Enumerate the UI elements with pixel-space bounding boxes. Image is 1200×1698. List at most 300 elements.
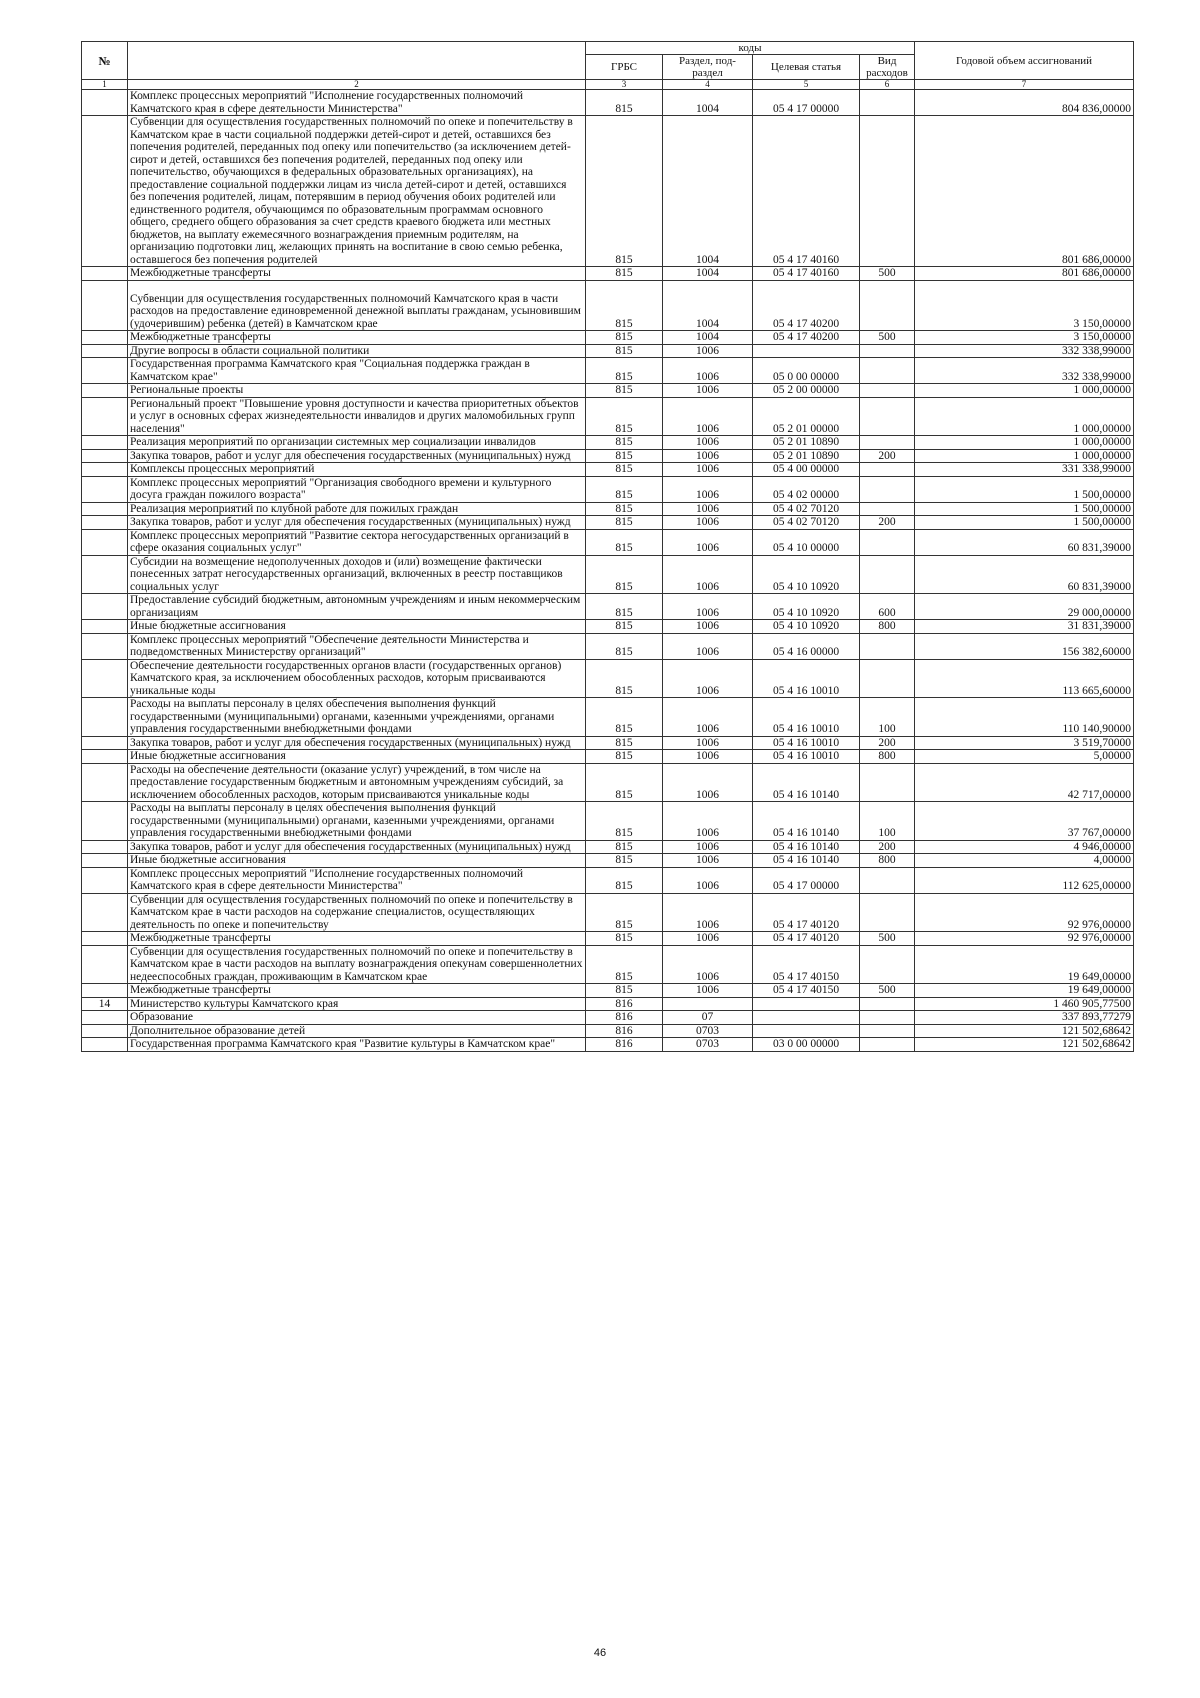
row-number xyxy=(82,594,128,620)
table-row xyxy=(82,750,1134,764)
row-amount: 801 686,00000 xyxy=(915,267,1134,281)
table-row xyxy=(82,736,1134,750)
table-row xyxy=(82,1011,1134,1025)
row-number xyxy=(82,945,128,984)
table-row xyxy=(82,502,1134,516)
row-amount: 37 767,00000 xyxy=(915,802,1134,841)
row-number xyxy=(82,1011,128,1025)
row-name: Закупка товаров, работ и услуг для обеспечения государственных (муниципальных) нужд xyxy=(128,449,586,463)
row-number xyxy=(82,633,128,659)
row-grbs: 815 xyxy=(586,867,663,893)
row-grbs: 815 xyxy=(586,267,663,281)
row-grbs: 816 xyxy=(586,997,663,1011)
row-kind xyxy=(860,1011,915,1025)
row-kind: 200 xyxy=(860,736,915,750)
row-target: 05 4 16 10010 xyxy=(753,698,860,737)
row-number xyxy=(82,620,128,634)
row-number xyxy=(82,555,128,594)
row-section: 1006 xyxy=(663,945,753,984)
row-number xyxy=(82,802,128,841)
row-name: Предоставление субсидий бюджетным, автономным учреждениям и иным некоммерческим организациям xyxy=(128,594,586,620)
column-numbers-row xyxy=(82,80,1134,90)
row-grbs: 816 xyxy=(586,1011,663,1025)
row-amount: 60 831,39000 xyxy=(915,529,1134,555)
table-row xyxy=(82,331,1134,345)
row-section: 1006 xyxy=(663,384,753,398)
row-number xyxy=(82,893,128,932)
row-section: 1004 xyxy=(663,267,753,281)
row-amount: 337 893,77279 xyxy=(915,1011,1134,1025)
row-amount: 1 000,00000 xyxy=(915,449,1134,463)
row-grbs: 815 xyxy=(586,698,663,737)
row-section: 1006 xyxy=(663,620,753,634)
row-name: Другие вопросы в области социальной политики xyxy=(128,344,586,358)
col-number: 2 xyxy=(128,80,586,90)
row-grbs: 815 xyxy=(586,893,663,932)
row-amount: 19 649,00000 xyxy=(915,984,1134,998)
row-number xyxy=(82,1038,128,1052)
row-kind xyxy=(860,476,915,502)
row-amount: 1 000,00000 xyxy=(915,436,1134,450)
row-target: 05 2 01 10890 xyxy=(753,436,860,450)
header-grbs: ГРБС xyxy=(586,55,663,80)
row-amount: 110 140,90000 xyxy=(915,698,1134,737)
row-grbs: 815 xyxy=(586,555,663,594)
row-amount: 332 338,99000 xyxy=(915,344,1134,358)
table-row xyxy=(82,997,1134,1011)
row-section: 1006 xyxy=(663,736,753,750)
table-row xyxy=(82,90,1134,116)
row-grbs: 815 xyxy=(586,750,663,764)
row-target: 05 4 17 40120 xyxy=(753,932,860,946)
row-section: 1006 xyxy=(663,750,753,764)
row-name: Комплекс процессных мероприятий "Исполнение государственных полномочий Камчатского края в сфере деятельности Министерства" xyxy=(128,90,586,116)
row-number xyxy=(82,750,128,764)
row-grbs: 815 xyxy=(586,449,663,463)
row-grbs: 815 xyxy=(586,802,663,841)
row-section: 0703 xyxy=(663,1038,753,1052)
table-row xyxy=(82,358,1134,384)
row-kind: 100 xyxy=(860,698,915,737)
row-number xyxy=(82,476,128,502)
row-number xyxy=(82,659,128,698)
row-name: Комплекс процессных мероприятий "Исполнение государственных полномочий Камчатского края в сфере деятельности Министерства" xyxy=(128,867,586,893)
row-name: Иные бюджетные ассигнования xyxy=(128,750,586,764)
row-kind: 800 xyxy=(860,854,915,868)
table-row xyxy=(82,932,1134,946)
row-name: Межбюджетные трансферты xyxy=(128,331,586,345)
row-kind xyxy=(860,529,915,555)
row-kind: 100 xyxy=(860,802,915,841)
table-row xyxy=(82,529,1134,555)
row-kind: 800 xyxy=(860,620,915,634)
row-section: 1006 xyxy=(663,698,753,737)
row-amount: 19 649,00000 xyxy=(915,945,1134,984)
row-target: 05 4 10 00000 xyxy=(753,529,860,555)
row-section: 1006 xyxy=(663,449,753,463)
row-grbs: 815 xyxy=(586,463,663,477)
row-target: 05 4 16 10140 xyxy=(753,763,860,802)
row-kind xyxy=(860,633,915,659)
table-row xyxy=(82,116,1134,267)
row-name: Министерство культуры Камчатского края xyxy=(128,997,586,1011)
row-grbs: 815 xyxy=(586,397,663,436)
row-target: 05 4 16 10140 xyxy=(753,840,860,854)
row-section: 1006 xyxy=(663,893,753,932)
row-name: Обеспечение деятельности государственных органов власти (государственных органов) Камчатского края, за исключением обособленных расходов, которым присваиваются уникальные коды xyxy=(128,659,586,698)
row-name: Дополнительное образование детей xyxy=(128,1024,586,1038)
row-grbs: 815 xyxy=(586,945,663,984)
row-name: Закупка товаров, работ и услуг для обеспечения государственных (муниципальных) нужд xyxy=(128,516,586,530)
row-section: 1006 xyxy=(663,633,753,659)
row-kind: 600 xyxy=(860,594,915,620)
table-row xyxy=(82,984,1134,998)
row-target xyxy=(753,1024,860,1038)
row-name: Субвенции для осуществления государственных полномочий Камчатского края в части расходов на предоставление единовременной денежной выплаты гражданам, усыновившим (удочерившим) ребенка (детей) в Камчатском крае xyxy=(128,280,586,331)
row-name: Субвенции для осуществления государственных полномочий по опеке и попечительству в Камчатском крае в части социальной поддержки детей-сирот и детей, оставшихся без попечения родителей, переданных под опеку или попечительство (за исключением детей-сирот и детей, оставшихся без попечения родителей, переданных под опеку или попечительство, обучающихся в федеральных образовательных организациях), на предоставление социальной поддержки лицам из числа детей-сирот и детей, оставшихся без попечения родителей, лицам, потерявшим в период обучения обоих родителей или единственного родителя, обучающимся по образовательным программам основного общего, среднего общего образования за счет средств краевого бюджета или местных бюджетов, на выплату ежемесячного вознаграждения приемным родителям, на организацию подготовки лиц, желающих принять на воспитание в свою семью ребенка, оставшегося без попечения родителей xyxy=(128,116,586,267)
row-target: 05 4 10 10920 xyxy=(753,620,860,634)
row-amount: 1 500,00000 xyxy=(915,502,1134,516)
row-section: 1006 xyxy=(663,529,753,555)
row-kind xyxy=(860,116,915,267)
row-name: Субвенции для осуществления государственных полномочий по опеке и попечительству в Камчатском крае в части расходов на выплату вознаграждения опекунам совершеннолетних недееспособных граждан, проживающим в Камчатском крае xyxy=(128,945,586,984)
row-section: 1006 xyxy=(663,659,753,698)
header-codes: коды xyxy=(586,42,915,55)
row-section: 1006 xyxy=(663,802,753,841)
row-amount: 121 502,68642 xyxy=(915,1024,1134,1038)
row-kind xyxy=(860,893,915,932)
row-amount: 1 500,00000 xyxy=(915,476,1134,502)
row-grbs: 815 xyxy=(586,763,663,802)
table-row xyxy=(82,280,1134,331)
table-row xyxy=(82,633,1134,659)
table-row xyxy=(82,620,1134,634)
row-number xyxy=(82,502,128,516)
row-amount: 3 150,00000 xyxy=(915,331,1134,345)
row-section: 1006 xyxy=(663,932,753,946)
row-kind: 200 xyxy=(860,449,915,463)
row-section: 1004 xyxy=(663,331,753,345)
row-amount: 4,00000 xyxy=(915,854,1134,868)
row-target: 05 4 17 40160 xyxy=(753,267,860,281)
row-number xyxy=(82,331,128,345)
row-section: 1006 xyxy=(663,555,753,594)
row-name: Субвенции для осуществления государственных полномочий по опеке и попечительству в Камчатском крае в части расходов на содержание специалистов, осуществляющих деятельность по опеке и попечительству xyxy=(128,893,586,932)
row-grbs: 815 xyxy=(586,932,663,946)
row-grbs: 815 xyxy=(586,854,663,868)
row-kind: 500 xyxy=(860,984,915,998)
row-number xyxy=(82,854,128,868)
row-target: 05 4 17 00000 xyxy=(753,867,860,893)
row-kind xyxy=(860,1038,915,1052)
row-number xyxy=(82,840,128,854)
row-kind: 800 xyxy=(860,750,915,764)
row-grbs: 815 xyxy=(586,984,663,998)
table-row xyxy=(82,436,1134,450)
row-grbs: 815 xyxy=(586,331,663,345)
row-target: 05 4 16 10010 xyxy=(753,659,860,698)
row-grbs: 815 xyxy=(586,516,663,530)
row-target: 05 4 16 10010 xyxy=(753,750,860,764)
row-amount: 3 519,70000 xyxy=(915,736,1134,750)
table-row xyxy=(82,945,1134,984)
table-body xyxy=(82,90,1134,1052)
row-kind xyxy=(860,463,915,477)
row-section: 1006 xyxy=(663,984,753,998)
row-target: 05 4 02 70120 xyxy=(753,516,860,530)
row-number xyxy=(82,267,128,281)
row-grbs: 815 xyxy=(586,384,663,398)
row-number xyxy=(82,463,128,477)
row-amount: 156 382,60000 xyxy=(915,633,1134,659)
row-kind xyxy=(860,436,915,450)
row-section: 1006 xyxy=(663,763,753,802)
row-kind xyxy=(860,358,915,384)
row-kind xyxy=(860,397,915,436)
row-name: Межбюджетные трансферты xyxy=(128,984,586,998)
table-row xyxy=(82,854,1134,868)
row-amount: 5,00000 xyxy=(915,750,1134,764)
table-row xyxy=(82,267,1134,281)
row-number xyxy=(82,397,128,436)
budget-table xyxy=(81,41,1134,1052)
row-target: 05 4 00 00000 xyxy=(753,463,860,477)
table-row xyxy=(82,802,1134,841)
row-grbs: 815 xyxy=(586,476,663,502)
row-number xyxy=(82,358,128,384)
row-target: 05 4 16 10140 xyxy=(753,854,860,868)
row-grbs: 815 xyxy=(586,633,663,659)
row-section: 1006 xyxy=(663,463,753,477)
table-row xyxy=(82,476,1134,502)
row-section: 1006 xyxy=(663,840,753,854)
row-section: 1006 xyxy=(663,436,753,450)
row-section: 1006 xyxy=(663,594,753,620)
row-grbs: 815 xyxy=(586,436,663,450)
row-amount: 1 500,00000 xyxy=(915,516,1134,530)
row-target: 03 0 00 00000 xyxy=(753,1038,860,1052)
row-target xyxy=(753,1011,860,1025)
row-kind xyxy=(860,280,915,331)
row-section xyxy=(663,997,753,1011)
row-amount: 31 831,39000 xyxy=(915,620,1134,634)
header-name xyxy=(128,42,586,80)
row-grbs: 815 xyxy=(586,344,663,358)
table-header xyxy=(82,42,1134,90)
table-row xyxy=(82,555,1134,594)
row-name: Региональные проекты xyxy=(128,384,586,398)
row-number xyxy=(82,90,128,116)
row-name: Образование xyxy=(128,1011,586,1025)
row-section: 1004 xyxy=(663,116,753,267)
row-target: 05 4 10 10920 xyxy=(753,594,860,620)
row-number xyxy=(82,1024,128,1038)
row-number xyxy=(82,344,128,358)
row-number xyxy=(82,529,128,555)
row-name: Закупка товаров, работ и услуг для обеспечения государственных (муниципальных) нужд xyxy=(128,840,586,854)
row-section: 1006 xyxy=(663,502,753,516)
row-target: 05 4 02 00000 xyxy=(753,476,860,502)
page-number: 46 xyxy=(593,1647,607,1659)
table-row xyxy=(82,1038,1134,1052)
row-kind xyxy=(860,659,915,698)
row-section: 1006 xyxy=(663,358,753,384)
row-kind: 200 xyxy=(860,516,915,530)
row-name: Комплекс процессных мероприятий "Развитие сектора негосударственных организаций в сфере оказания социальных услуг" xyxy=(128,529,586,555)
row-kind xyxy=(860,763,915,802)
row-grbs: 815 xyxy=(586,620,663,634)
row-target xyxy=(753,997,860,1011)
row-target: 05 4 10 10920 xyxy=(753,555,860,594)
row-target: 05 2 00 00000 xyxy=(753,384,860,398)
row-grbs: 816 xyxy=(586,1024,663,1038)
table-row xyxy=(82,698,1134,737)
table-row xyxy=(82,840,1134,854)
row-amount: 92 976,00000 xyxy=(915,932,1134,946)
row-kind xyxy=(860,867,915,893)
row-target: 05 4 17 40160 xyxy=(753,116,860,267)
row-name: Реализация мероприятий по клубной работе для пожилых граждан xyxy=(128,502,586,516)
row-grbs: 815 xyxy=(586,529,663,555)
header-kind: Вид расходов xyxy=(860,55,915,80)
header-num: № xyxy=(82,42,128,80)
row-grbs: 815 xyxy=(586,116,663,267)
table-row xyxy=(82,594,1134,620)
row-kind xyxy=(860,945,915,984)
row-name: Государственная программа Камчатского края "Развитие культуры в Камчатском крае" xyxy=(128,1038,586,1052)
row-amount: 1 000,00000 xyxy=(915,397,1134,436)
row-name: Субсидии на возмещение недополученных доходов и (или) возмещение фактически понесенных затрат негосударственных организаций, включенных в реестр поставщиков социальных услуг xyxy=(128,555,586,594)
row-number xyxy=(82,698,128,737)
row-amount: 42 717,00000 xyxy=(915,763,1134,802)
header-section: Раздел, под-раздел xyxy=(663,55,753,80)
row-amount: 804 836,00000 xyxy=(915,90,1134,116)
row-target: 05 4 16 10010 xyxy=(753,736,860,750)
row-section: 1006 xyxy=(663,867,753,893)
row-name: Расходы на выплаты персоналу в целях обеспечения выполнения функций государственными (муниципальными) органами, казенными учреждениями, органами управления государственными внебюджетными фондами xyxy=(128,802,586,841)
row-name: Реализация мероприятий по организации системных мер социализации инвалидов xyxy=(128,436,586,450)
col-number: 4 xyxy=(663,80,753,90)
row-name: Расходы на выплаты персоналу в целях обеспечения выполнения функций государственными (муниципальными) органами, казенными учреждениями, органами управления государственными внебюджетными фондами xyxy=(128,698,586,737)
row-target: 05 4 16 10140 xyxy=(753,802,860,841)
row-name: Комплексы процессных мероприятий xyxy=(128,463,586,477)
row-grbs: 816 xyxy=(586,1038,663,1052)
row-amount: 801 686,00000 xyxy=(915,116,1134,267)
row-kind xyxy=(860,1024,915,1038)
row-name: Иные бюджетные ассигнования xyxy=(128,620,586,634)
table-row xyxy=(82,516,1134,530)
row-kind: 500 xyxy=(860,267,915,281)
row-amount: 121 502,68642 xyxy=(915,1038,1134,1052)
col-number: 7 xyxy=(915,80,1134,90)
row-target: 05 4 17 40150 xyxy=(753,984,860,998)
row-amount: 332 338,99000 xyxy=(915,358,1134,384)
row-amount: 3 150,00000 xyxy=(915,280,1134,331)
row-name: Иные бюджетные ассигнования xyxy=(128,854,586,868)
table-row xyxy=(82,867,1134,893)
table-row xyxy=(82,384,1134,398)
table-row xyxy=(82,1024,1134,1038)
row-grbs: 815 xyxy=(586,840,663,854)
row-amount: 113 665,60000 xyxy=(915,659,1134,698)
row-amount: 4 946,00000 xyxy=(915,840,1134,854)
row-amount: 112 625,00000 xyxy=(915,867,1134,893)
row-number xyxy=(82,449,128,463)
row-target: 05 4 17 40200 xyxy=(753,280,860,331)
table-row xyxy=(82,659,1134,698)
row-kind xyxy=(860,555,915,594)
row-name: Региональный проект "Повышение уровня доступности и качества приоритетных объектов и услуг в основных сферах жизнедеятельности инвалидов и других маломобильных групп населения" xyxy=(128,397,586,436)
row-target: 05 4 02 70120 xyxy=(753,502,860,516)
row-target: 05 4 17 40120 xyxy=(753,893,860,932)
row-number xyxy=(82,984,128,998)
row-number xyxy=(82,932,128,946)
row-section: 1006 xyxy=(663,344,753,358)
row-section: 07 xyxy=(663,1011,753,1025)
row-name: Закупка товаров, работ и услуг для обеспечения государственных (муниципальных) нужд xyxy=(128,736,586,750)
row-section: 1006 xyxy=(663,397,753,436)
row-name: Межбюджетные трансферты xyxy=(128,932,586,946)
row-section: 1004 xyxy=(663,280,753,331)
col-number: 5 xyxy=(753,80,860,90)
row-name: Государственная программа Камчатского края "Социальная поддержка граждан в Камчатском крае" xyxy=(128,358,586,384)
row-kind xyxy=(860,384,915,398)
row-target: 05 4 17 40150 xyxy=(753,945,860,984)
budget-table-sheet xyxy=(81,41,1133,1052)
table-row xyxy=(82,344,1134,358)
row-amount: 60 831,39000 xyxy=(915,555,1134,594)
row-amount: 1 000,00000 xyxy=(915,384,1134,398)
row-kind: 500 xyxy=(860,932,915,946)
row-grbs: 815 xyxy=(586,502,663,516)
row-target: 05 2 01 10890 xyxy=(753,449,860,463)
row-amount: 1 460 905,77500 xyxy=(915,997,1134,1011)
table-row xyxy=(82,397,1134,436)
row-number xyxy=(82,436,128,450)
row-section: 1006 xyxy=(663,516,753,530)
row-amount: 92 976,00000 xyxy=(915,893,1134,932)
row-target: 05 0 00 00000 xyxy=(753,358,860,384)
row-grbs: 815 xyxy=(586,90,663,116)
row-number xyxy=(82,116,128,267)
table-row xyxy=(82,463,1134,477)
row-amount: 29 000,00000 xyxy=(915,594,1134,620)
row-kind: 500 xyxy=(860,331,915,345)
table-row xyxy=(82,763,1134,802)
row-number: 14 xyxy=(82,997,128,1011)
header-target: Целевая статья xyxy=(753,55,860,80)
row-kind xyxy=(860,997,915,1011)
row-target: 05 4 17 00000 xyxy=(753,90,860,116)
col-number: 1 xyxy=(82,80,128,90)
table-row xyxy=(82,449,1134,463)
header-amount: Годовой объем ассигнований xyxy=(915,42,1134,80)
row-kind xyxy=(860,344,915,358)
row-name: Межбюджетные трансферты xyxy=(128,267,586,281)
table-row xyxy=(82,893,1134,932)
col-number: 6 xyxy=(860,80,915,90)
row-number xyxy=(82,763,128,802)
row-grbs: 815 xyxy=(586,659,663,698)
row-grbs: 815 xyxy=(586,280,663,331)
row-name: Расходы на обеспечение деятельности (оказание услуг) учреждений, в том числе на предоставление государственным бюджетным и автономным учреждениям субсидий, за исключением обособленных расходов, которым присваиваются уникальные коды xyxy=(128,763,586,802)
row-name: Комплекс процессных мероприятий "Обеспечение деятельности Министерства и подведомственных Министерству организаций" xyxy=(128,633,586,659)
row-grbs: 815 xyxy=(586,594,663,620)
row-kind xyxy=(860,502,915,516)
row-kind xyxy=(860,90,915,116)
row-number xyxy=(82,280,128,331)
row-number xyxy=(82,867,128,893)
